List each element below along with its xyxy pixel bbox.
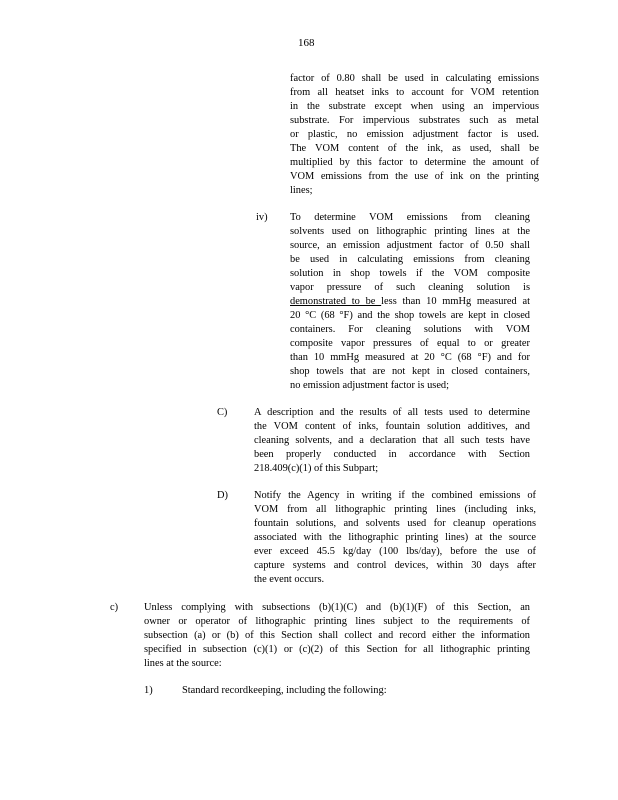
text-line: source, an emission adjustment factor of 0.50 shall — [290, 240, 530, 251]
item-marker-c1: 1) — [144, 685, 153, 696]
text-line: be used in calculating emissions from cleaning — [290, 254, 530, 265]
text-line: lines at the source: — [144, 658, 222, 669]
text-line: fountain solutions, and solvents used for cleanup operations — [254, 518, 536, 529]
text-line: solution in shop towels if the VOM composite — [290, 268, 530, 279]
text-line: composite vapor pressures of equal to or greater — [290, 338, 530, 349]
text-line: substrate. For impervious substrates such as metal — [290, 115, 539, 126]
text-line: or plastic, no emission adjustment factor is used. — [290, 129, 539, 140]
text-line: shop towels that are not kept in closed containers, — [290, 366, 530, 377]
text-line: Notify the Agency in writing if the combined emissions of — [254, 490, 536, 501]
text-line: no emission adjustment factor is used; — [290, 380, 450, 391]
item-marker-C: C) — [217, 407, 228, 418]
text-line: solvents used on lithographic printing lines at the — [290, 226, 530, 237]
text-line: A description and the results of all tests used to determine — [254, 407, 530, 418]
text-line: capture systems and control devices, within 30 days after — [254, 560, 536, 571]
paragraph-iii-continuation — [290, 72, 539, 198]
text-line: been properly conducted in accordance with Section — [254, 449, 530, 460]
text-line: vapor pressure of such cleaning solution is — [290, 282, 530, 293]
text-line: the event occurs. — [254, 574, 325, 585]
text-line: factor of 0.80 shall be used in calculating emissions — [290, 73, 539, 84]
paragraph-iv — [290, 211, 530, 393]
text-line: the VOM content of inks, fountain solution additives, and — [254, 421, 530, 432]
text-line: from all heatset inks to account for VOM retention — [290, 87, 539, 98]
paragraph-c — [144, 601, 530, 671]
text-line: VOM emissions from the use of ink on the printing — [290, 171, 539, 182]
paragraph-C — [254, 406, 530, 476]
text-line: cleaning solvents, and a declaration that all such tests have — [254, 435, 530, 446]
text-line: containers. For cleaning solutions with VOM — [290, 324, 530, 335]
text-line: VOM from all lithographic printing lines (including inks, — [254, 504, 536, 515]
text-line: than 10 mmHg measured at 20 °C (68 °F) and for — [290, 352, 530, 363]
text-line: 20 °C (68 °F) and the shop towels are kept in closed — [290, 310, 530, 321]
item-marker-D: D) — [217, 490, 228, 501]
text-line: lines; — [290, 185, 313, 196]
paragraph-D — [254, 489, 536, 587]
text-line: associated with the lithographic printing lines) at the source — [254, 532, 536, 543]
text-line: ever exceed 45.5 kg/day (100 lbs/day), before the use of — [254, 546, 536, 557]
text-line: To determine VOM emissions from cleaning — [290, 212, 530, 223]
page-number: 168 — [298, 37, 315, 49]
text-line: 218.409(c)(1) of this Subpart; — [254, 463, 379, 474]
text-line: in the substrate except when using an impervious — [290, 101, 539, 112]
text-line: multiplied by this factor to determine the amount of — [290, 157, 539, 168]
text-line: owner or operator of lithographic printing lines subject to the requirements of — [144, 616, 530, 627]
item-marker-iv: iv) — [256, 212, 268, 223]
text-line: The VOM content of the ink, as used, shall be — [290, 143, 539, 154]
text-line: demonstrated to be less than 10 mmHg measured at — [290, 296, 530, 307]
item-marker-c: c) — [110, 602, 119, 613]
paragraph-c1: Standard recordkeeping, including the following: — [182, 685, 387, 696]
text-line: Unless complying with subsections (b)(1)(C) and (b)(1)(F) of this Section, an — [144, 602, 530, 613]
text-line: specified in subsection (c)(1) or (c)(2) of this Section for all lithographic printing — [144, 644, 530, 655]
text-line: subsection (a) or (b) of this Section shall collect and record either the information — [144, 630, 530, 641]
